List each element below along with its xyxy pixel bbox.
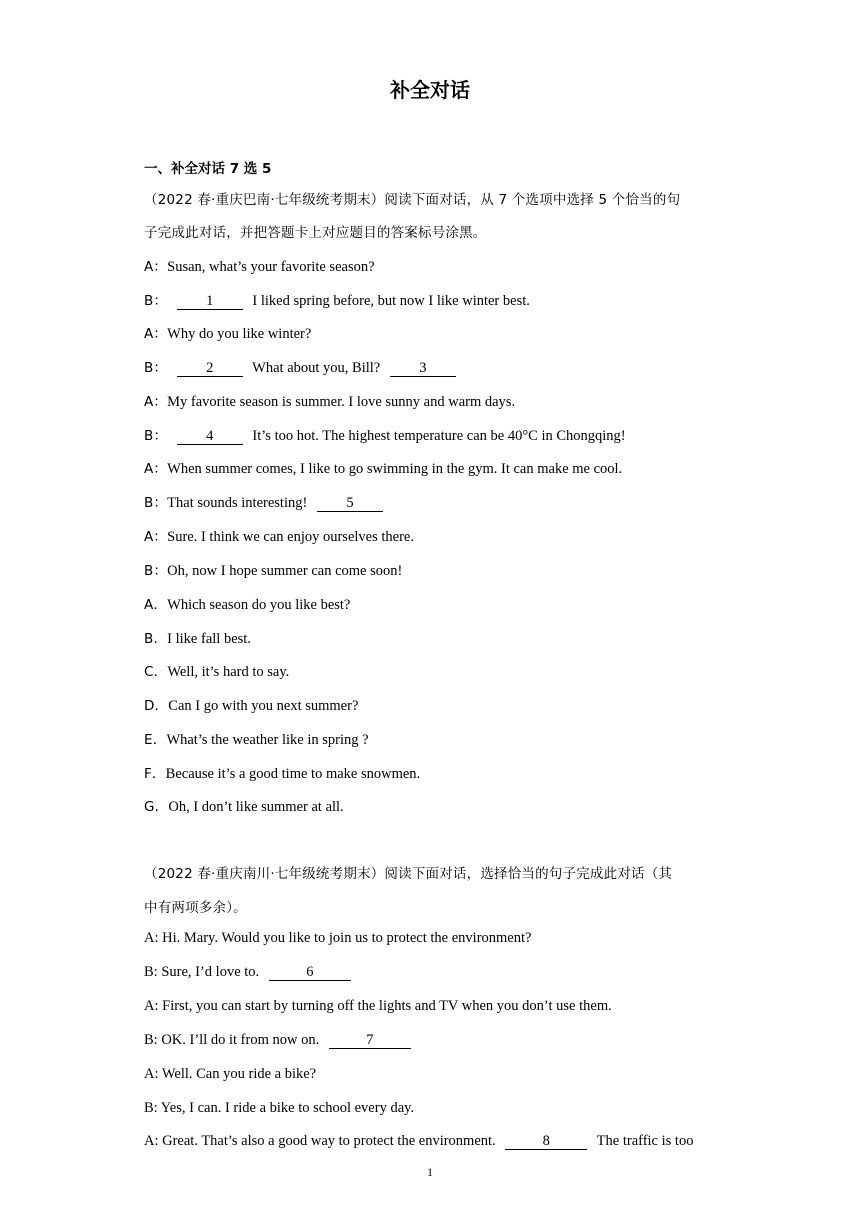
dialogue-text: The traffic is too: [596, 1133, 694, 1149]
dialogue-text: A: Great. That’s also a good way to protect the environment.: [144, 1133, 496, 1149]
q2-dialogue-line: [144, 1032, 417, 1049]
speaker-label: A：: [144, 529, 168, 545]
option-text: I like fall best.: [167, 631, 251, 647]
option-label: G．: [144, 799, 169, 815]
q2-dialogue-line: [144, 964, 357, 981]
q1-dialogue-line: [144, 255, 375, 276]
answer-blank-2: 2: [177, 361, 243, 377]
answer-blank-8: 8: [505, 1134, 587, 1150]
speaker-label: B：: [144, 428, 168, 444]
dialogue-text: I liked spring before, but now I like winter best.: [252, 293, 530, 309]
dialogue-text: B: OK. I’ll do it from now on.: [144, 1032, 320, 1048]
dialogue-text: Why do you like winter?: [167, 326, 312, 342]
page-number: 1: [427, 1165, 433, 1179]
option-item: [144, 762, 420, 783]
page-title: 补全对话: [390, 78, 470, 102]
option-item: [144, 627, 251, 648]
section-heading: 一、补全对话 7 选 5: [144, 161, 272, 177]
q1-dialogue-line: [144, 356, 462, 377]
option-label: B．: [144, 631, 168, 647]
answer-blank-5: 5: [317, 496, 383, 512]
q1-dialogue-line: [144, 525, 414, 546]
q1-dialogue-line: [144, 390, 515, 411]
speaker-label: A：: [144, 394, 168, 410]
option-text: Can I go with you next summer?: [168, 698, 359, 714]
speaker-label: B：: [144, 293, 168, 309]
q2-dialogue-line: [144, 1133, 693, 1150]
q1-dialogue-line: [144, 424, 626, 445]
option-item: [144, 593, 350, 614]
q2-dialogue-line: [144, 998, 612, 1015]
dialogue-text: That sounds interesting!: [167, 495, 308, 511]
q1-dialogue-line: [144, 457, 622, 478]
dialogue-text: B: Yes, I can. I ride a bike to school every day.: [144, 1100, 415, 1116]
q1-dialogue-line: [144, 289, 530, 310]
q1-dialogue-line: [144, 491, 389, 512]
answer-blank-4: 4: [177, 429, 243, 445]
q1-intro-line-1: （2022 春·重庆巴南·七年级统考期末）阅读下面对话，从 7 个选项中选择 5 个恰当的句: [144, 192, 681, 208]
q2-intro-line-2: 中有两项多余）。: [144, 900, 247, 916]
option-text: Well, it’s hard to say.: [167, 664, 290, 680]
dialogue-text: When summer comes, I like to go swimming in the gym. It can make me cool.: [167, 461, 623, 477]
option-item: [144, 795, 344, 816]
dialogue-text: B: Sure, I’d love to.: [144, 964, 260, 980]
dialogue-text: A: Hi. Mary. Would you like to join us to protect the environment?: [144, 930, 532, 946]
dialogue-text: What about you, Bill?: [252, 360, 381, 376]
option-text: What’s the weather like in spring ?: [166, 732, 369, 748]
dialogue-text: My favorite season is summer. I love sunny and warm days.: [167, 394, 516, 410]
q1-intro-line-2: 子完成此对话，并把答题卡上对应题目的答案标号涂黑。: [144, 225, 487, 241]
speaker-label: A：: [144, 326, 168, 342]
option-item: [144, 728, 369, 749]
option-label: E．: [144, 732, 167, 748]
option-label: A．: [144, 597, 168, 613]
q2-intro-line-1: （2022 春·重庆南川·七年级统考期末）阅读下面对话，选择恰当的句子完成此对话（其: [144, 866, 673, 882]
speaker-label: B：: [144, 563, 168, 579]
dialogue-text: A: Well. Can you ride a bike?: [144, 1066, 317, 1082]
dialogue-text: A: First, you can start by turning off the lights and TV when you don’t use them.: [144, 998, 612, 1014]
dialogue-text: Susan, what’s your favorite season?: [167, 259, 375, 275]
option-label: C．: [144, 664, 168, 680]
option-label: D．: [144, 698, 169, 714]
answer-blank-3: 3: [390, 361, 456, 377]
option-text: Because it’s a good time to make snowmen.: [165, 766, 421, 782]
answer-blank-1: 1: [177, 294, 243, 310]
speaker-label: A：: [144, 461, 168, 477]
q1-dialogue-line: [144, 559, 402, 580]
option-text: Which season do you like best?: [167, 597, 351, 613]
q2-dialogue-line: [144, 1100, 414, 1117]
q1-dialogue-line: [144, 322, 311, 343]
q2-dialogue-line: [144, 930, 531, 947]
option-item: [144, 660, 289, 681]
dialogue-text: Oh, now I hope summer can come soon!: [167, 563, 403, 579]
dialogue-text: It’s too hot. The highest temperature can be 40°C in Chongqing!: [252, 428, 626, 444]
speaker-label: A：: [144, 259, 168, 275]
speaker-label: B：: [144, 495, 168, 511]
option-text: Oh, I don’t like summer at all.: [168, 799, 344, 815]
option-item: [144, 694, 358, 715]
speaker-label: B：: [144, 360, 168, 376]
answer-blank-7: 7: [329, 1033, 411, 1049]
option-label: F．: [144, 766, 166, 782]
q2-dialogue-line: [144, 1066, 316, 1083]
dialogue-text: Sure. I think we can enjoy ourselves there.: [167, 529, 414, 545]
answer-blank-6: 6: [269, 965, 351, 981]
